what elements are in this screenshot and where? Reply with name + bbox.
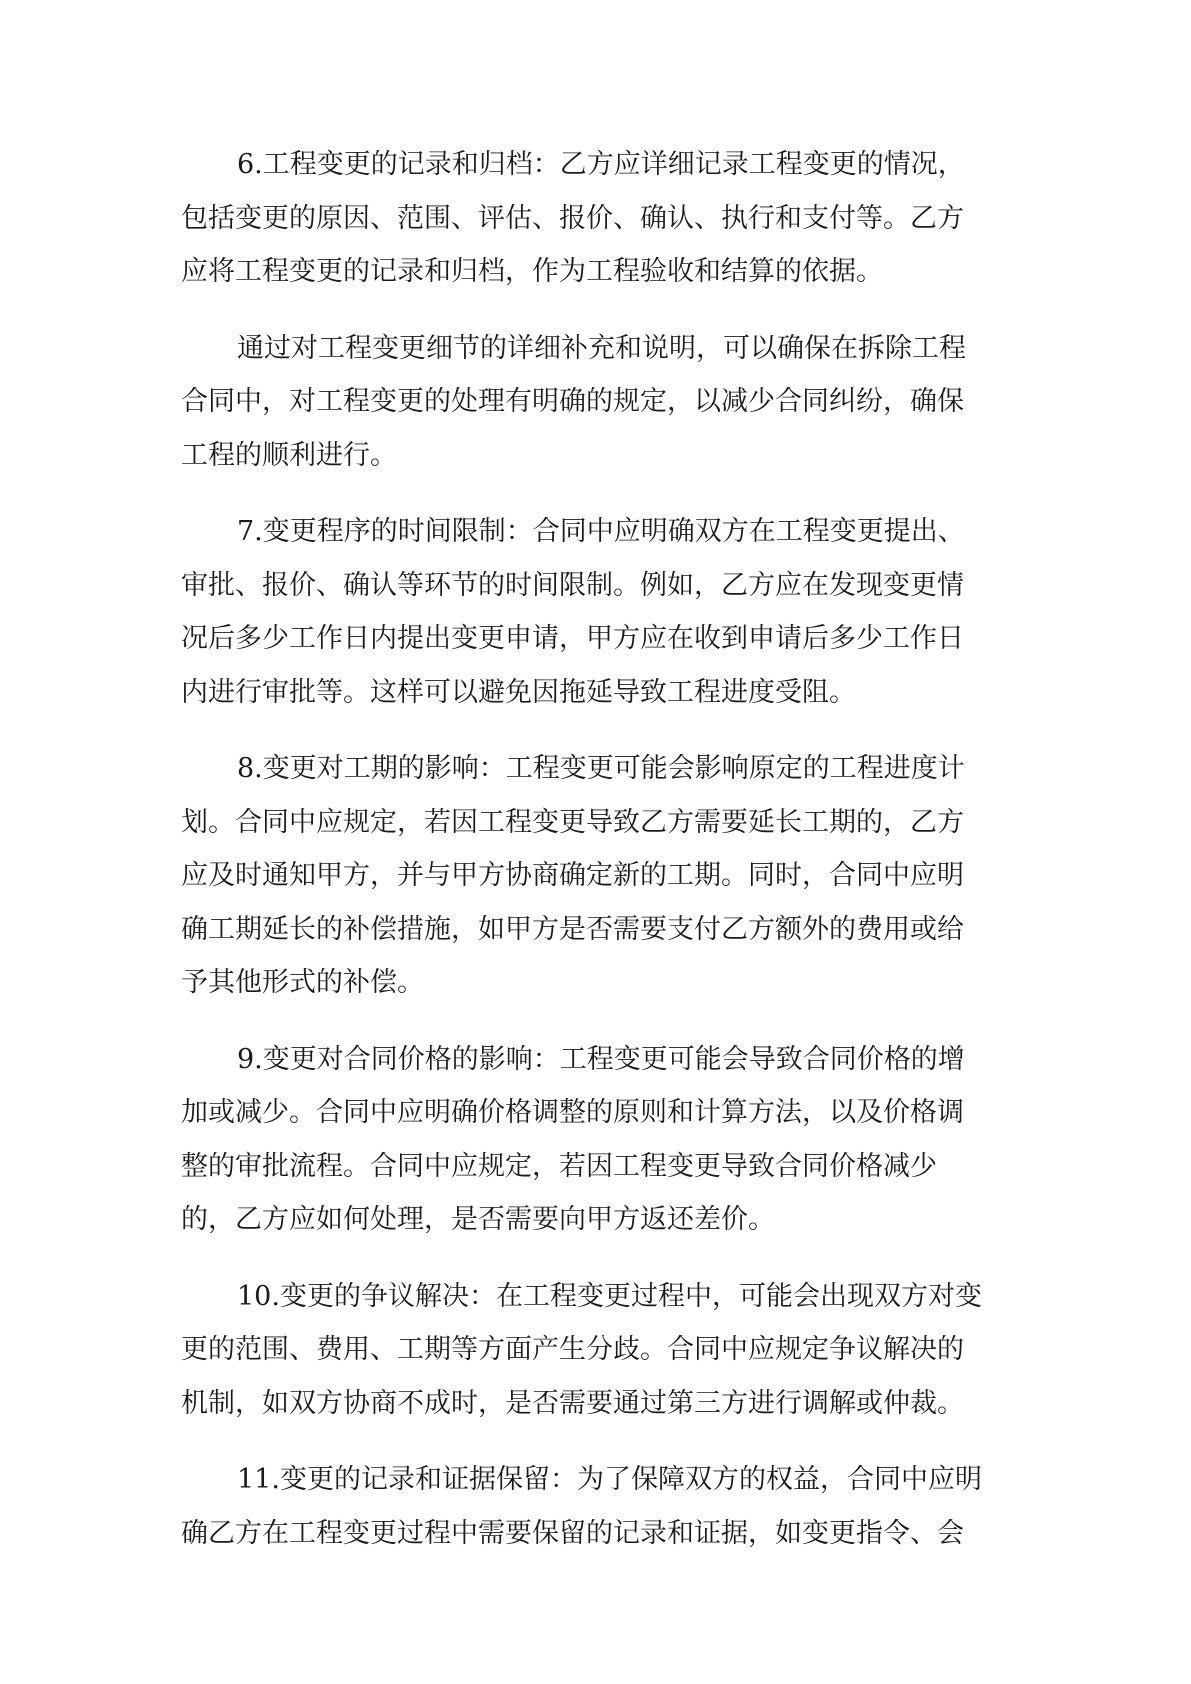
text-line: 包括变更的原因、范围、评估、报价、确认、执行和支付等。乙方 <box>181 202 964 234</box>
paragraph-11-evidence-retention <box>181 1453 1011 1560</box>
text-line: 工程的顺利进行。 <box>181 439 397 471</box>
text-line: 整的审批流程。合同中应规定，若因工程变更导致合同价格减少 <box>181 1150 937 1182</box>
text-line: 应及时通知甲方，并与甲方协商确定新的工期。同时，合同中应明 <box>181 860 964 891</box>
text-line: 应将工程变更的记录和归档，作为工程验收和结算的依据。 <box>181 256 883 287</box>
paragraph-7-time-limits <box>181 505 1011 719</box>
text-line: 更的范围、费用、工期等方面产生分歧。合同中应规定争议解决的 <box>181 1334 964 1365</box>
text-line: 6.工程变更的记录和归档：乙方应详细记录工程变更的情况， <box>237 149 965 180</box>
text-line: 机制，如双方协商不成时，是否需要通过第三方进行调解或仲裁。 <box>181 1387 964 1419</box>
text-line: 通过对工程变更细节的详细补充和说明，可以确保在拆除工程 <box>237 332 966 364</box>
text-line: 况后多少工作日内提出变更申请，甲方应在收到申请后多少工作日 <box>181 623 964 654</box>
paragraph-8-schedule-impact <box>181 742 1011 1010</box>
text-line: 10.变更的争议解决：在工程变更过程中，可能会出现双方对变 <box>237 1280 982 1312</box>
text-line: 予其他形式的补偿。 <box>181 967 424 998</box>
text-line: 确乙方在工程变更过程中需要保留的记录和证据，如变更指令、会 <box>181 1517 964 1549</box>
text-line: 加或减少。合同中应明确价格调整的原则和计算方法，以及价格调 <box>181 1097 964 1128</box>
paragraph-6-change-records <box>181 138 1011 299</box>
text-line: 合同中，对工程变更的处理有明确的规定，以减少合同纠纷，确保 <box>181 386 964 417</box>
paragraph-summary <box>181 322 1011 483</box>
paragraph-10-dispute-resolution <box>181 1270 1011 1431</box>
text-line: 确工期延长的补偿措施，如甲方是否需要支付乙方额外的费用或给 <box>181 913 964 945</box>
document-body <box>181 138 1011 1583</box>
text-line: 内进行审批等。这样可以避免因拖延导致工程进度受阻。 <box>181 676 856 708</box>
paragraph-9-price-impact <box>181 1033 1011 1247</box>
text-line: 划。合同中应规定，若因工程变更导致乙方需要延长工期的，乙方 <box>181 806 964 838</box>
text-line: 7.变更程序的时间限制：合同中应明确双方在工程变更提出、 <box>237 516 965 547</box>
text-line: 审批、报价、确认等环节的时间限制。例如，乙方应在发现变更情 <box>181 569 964 601</box>
text-line: 9.变更对合同价格的影响：工程变更可能会导致合同价格的增 <box>237 1043 965 1075</box>
text-line: 的，乙方应如何处理，是否需要向甲方返还差价。 <box>181 1204 775 1235</box>
text-line: 8.变更对工期的影响：工程变更可能会影响原定的工程进度计 <box>237 753 965 784</box>
text-line: 11.变更的记录和证据保留：为了保障双方的权益，合同中应明 <box>237 1464 982 1495</box>
